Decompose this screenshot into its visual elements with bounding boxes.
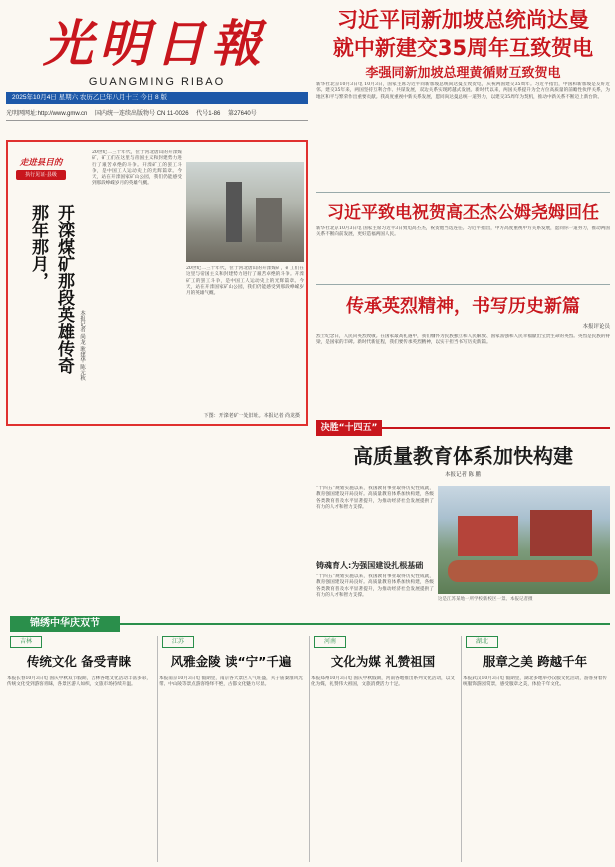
section-body-2: “十四五”规划实施以来，我国教育事业取得历史性成就，教育强国建设开局良好。高质量教育体系加快构建，各级各类教育普及水平显著提升，为推动经济社会发展提供了有力的人才和智力支撑。 xyxy=(316,574,434,598)
section-subhead: 铸魂育人:为强国建设扎根基础 xyxy=(316,561,424,570)
section-headline[interactable]: 高质量教育体系加快构建 xyxy=(353,444,573,468)
building-shape xyxy=(530,510,592,556)
section-byline: 本报记者 陈 鹏 xyxy=(444,472,482,478)
divider xyxy=(316,192,610,193)
column-headline-jilin[interactable]: 传统文化 备受青睐 xyxy=(26,654,132,669)
region-tag-hubei: 湖北 xyxy=(466,636,498,648)
region-tag-jiangsu: 江苏 xyxy=(162,636,194,648)
region-tag-henan: 河南 xyxy=(314,636,346,648)
logo-pinyin: GUANGMING RIBAO xyxy=(88,76,226,88)
feature-photo-credit: 下图：开滦老矿一处旧址。本报记者 尚龙摄 xyxy=(203,413,300,419)
band-rule xyxy=(120,623,610,625)
feature-author: 本报记者 尚龙 耿建华 陈元秋 xyxy=(79,310,85,381)
badge-title: 走进县目的 xyxy=(19,158,63,168)
feature-body-right: 20世纪二三十年代，位于河北唐山的开滦煤矿，矿工们在这里与帝国主义和封建势力进行了艰苦卓绝的斗争。开滦矿工的罢工斗争，是中国工人运动史上的光辉篇章。今天，站在开滦国家矿山公园，我们仍能感受到那段峥嵘岁月的英雄气概。 xyxy=(186,266,304,297)
date-bar xyxy=(6,92,308,104)
column-body-jiangsu: 本报南京10月3日电 假期里，南京各大景区人气旺盛，夫子庙秦淮风光带、中山陵等景点游客络绎不绝，古都文化魅力尽显。 xyxy=(159,676,303,688)
lead-headline-line2: 就中新建交35周年互致贺电 xyxy=(332,36,594,60)
lead-headline-line1: 习近平同新加坡总统尚达曼 xyxy=(337,8,589,32)
lead-headline[interactable] xyxy=(316,6,610,62)
feature-title-col2[interactable]: 开滦煤矿那段英雄传奇 xyxy=(54,204,74,374)
publication-meta xyxy=(6,108,308,121)
column-body-jilin: 本报长春10月3日电 国庆中秋双节假期，吉林各地文化活动丰富多彩，传统文化受到游客青睐，各景区游人如织，文旅市场持续升温。 xyxy=(7,676,151,688)
section-body-1: “十四五”规划实施以来，我国教育事业取得历史性成就，教育强国建设开局良好。高质量教育体系加快构建，各级各类教育普及水平显著提升，为推动经济社会发展提供了有力的人才和智力支撑。 xyxy=(316,486,434,510)
headframe-shape xyxy=(226,182,242,242)
school-photo-caption: 这是江苏某地一所学校新校区一景。本报记者摄 xyxy=(438,596,533,601)
building-shape xyxy=(458,516,518,556)
story3-headline[interactable]: 传承英烈精神，书写历史新篇 xyxy=(346,296,580,317)
building-shape xyxy=(256,198,282,242)
mine-photo xyxy=(186,162,304,262)
code: 代号1-86 xyxy=(196,111,221,117)
site-url[interactable]: 光明网网址:http://www.gmw.cn xyxy=(6,111,88,117)
divider xyxy=(316,284,610,285)
lead-body: 新华社北京10月3日电 10月3日，国家主席习近平同新加坡总统尚达曼互致贺电，庆祝两国建交35周年。习近平指出，中国和新加坡是友好近邻。建交35年来，两国坚持互利合作、共谋发展，双边关系实现跨越式发展。新时代以来，两国关系提升为全方位高质量的前瞻性伙伴关系，为地区和平与繁荣作出重要贡献。我高度重视中新关系发展，愿同尚达曼总统一道努力，以建交35周年为契机，推动中新关系不断迈上新台阶。 xyxy=(316,82,610,100)
feature-title-col1[interactable]: 那年那月， xyxy=(28,204,48,289)
column-headline-henan[interactable]: 文化为媒 礼赞祖国 xyxy=(330,654,436,669)
column-body-hubei: 本报武汉10月3日电 假期里，湖北多地举办汉服文化活动，游客身着传统服饰游园赏景，感受服章之美，体验千年文化。 xyxy=(463,676,607,688)
story2-body: 新华社北京10月3日电 国家主席习近平3日致电高丕杰，祝贺他当选连任。习近平指出，中方高度重视中方关系发展，愿同你一道努力，推动两国关系不断向前发展，更好造福两国人民。 xyxy=(316,226,610,238)
section-tag xyxy=(316,420,610,438)
lead-subhead: 李强同新加坡总理黄循财互致贺电 xyxy=(365,66,561,81)
issn: 国内统一连续出版物号 CN 11-0026 xyxy=(95,111,189,117)
newspaper-logo: 光明日報 xyxy=(43,15,267,73)
school-photo xyxy=(438,486,610,594)
region-tag-jilin: 吉林 xyxy=(10,636,42,648)
story3-body: 烈士纪念日，人民向英烈致敬。在国家最高礼遇中，我们缅怀为民族独立和人民解放、国家富强和人民幸福献出宝贵生命的英烈。英烈是民族的脊梁，是国家的丰碑。新时代新征程，我们要传承英烈精神，以实干担当书写历史新篇。 xyxy=(316,334,610,346)
story3-byline: 本报评论员 xyxy=(582,324,610,330)
badge-sub: 执行见证·县级 xyxy=(16,170,66,180)
story2-headline[interactable]: 习近平致电祝贺高丕杰公姆尧姆回任 xyxy=(327,203,599,223)
column-badge xyxy=(12,154,70,192)
section-label: 决胜“十四五” xyxy=(316,420,382,436)
holiday-band xyxy=(6,616,610,632)
column-body-henan: 本报郑州10月3日电 国庆中秋假期，河南各地推出系列文化活动，以文化为媒，礼赞伟大祖国，文旅消费活力十足。 xyxy=(311,676,455,688)
feature-body-left: 20世纪二三十年代，位于河北唐山的开滦煤矿，矿工们在这里与帝国主义和封建势力进行了艰苦卓绝的斗争。开滦矿工的罢工斗争，是中国工人运动史上的光辉篇章。今天，站在开滦国家矿山公园，我们仍能感受到那段峥嵘岁月的英雄气概。 xyxy=(92,150,182,187)
masthead xyxy=(6,6,308,104)
section-rule xyxy=(382,427,610,429)
track-shape xyxy=(448,560,598,582)
band-label: 锦绣中华庆双节 xyxy=(10,616,120,632)
issue-number: 第27640号 xyxy=(227,111,257,117)
column-headline-jiangsu[interactable]: 风雅金陵 读“宁”千遍 xyxy=(170,654,292,669)
date-line: 2025年10月4日 星期六 农历乙巳年八月十三 今日 8 版 xyxy=(12,94,167,101)
column-headline-hubei[interactable]: 服章之美 跨越千年 xyxy=(482,654,588,669)
